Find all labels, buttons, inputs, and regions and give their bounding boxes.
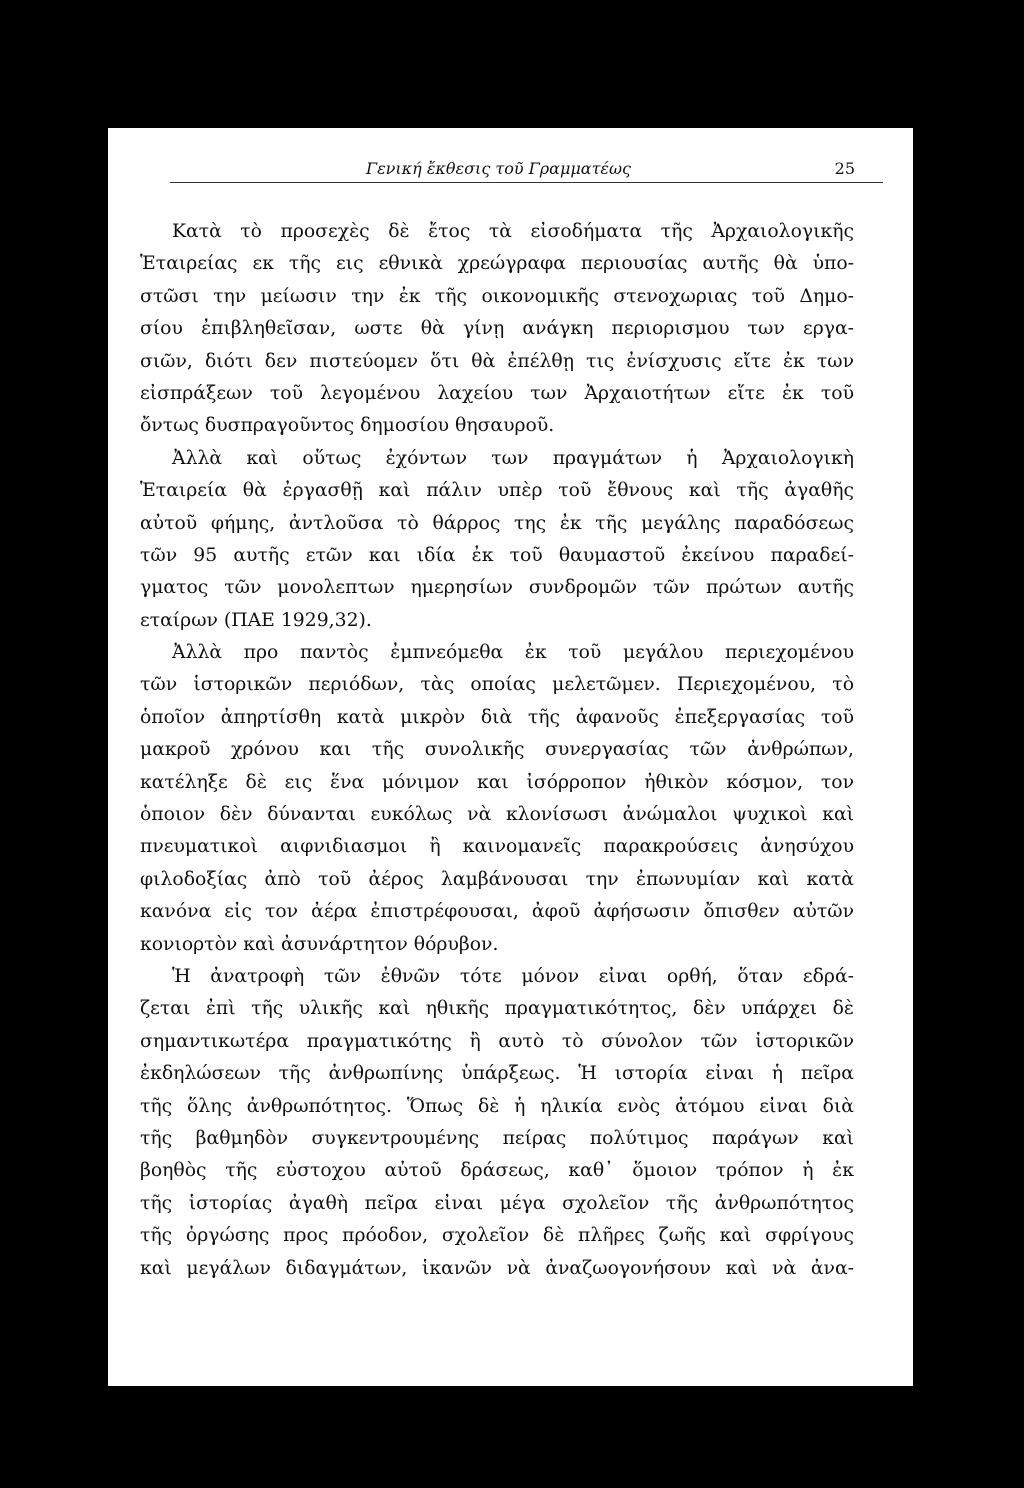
document-page <box>108 128 913 1386</box>
running-head <box>142 159 855 181</box>
text-line: φιλοδοξίας ἀπὸ τοῦ ἀέρος λαμβάνουσαι την ἐπωνυμίαν καὶ κατὰ <box>140 868 854 890</box>
text-line: βοηθὸς τῆς εὐστοχου αὐτοῦ δράσεως, καθ᾽ ὅμοιον τρόπον ἡ ἐκ <box>140 1160 854 1182</box>
text-line: εταίρων (ΠΑΕ 1929,32). <box>140 609 372 631</box>
body-text <box>140 216 854 1285</box>
text-line: κατέληξε δὲ εις ἕνα μόνιμον και ἰσόρροπον ἠθικὸν κόσμον, τον <box>140 771 854 793</box>
text-line: Ἀλλὰ προ παντὸς ἐμπνεόμεθα ἐκ τοῦ μεγάλου περιεχομένου <box>172 642 854 664</box>
text-line: κονιορτὸν καὶ ἀσυνάρτητον θόρυβον. <box>140 933 499 955</box>
header-rule <box>170 182 883 183</box>
text-line: σιῶν, διότι δεν πιστεύομεν ὅτι θὰ ἐπέλθῃ τις ἐνίσχυσις εἴτε ἐκ των <box>140 350 854 372</box>
page-number: 25 <box>834 159 855 178</box>
text-line: τῆς ἱστορίας ἀγαθὴ πεῖρα εἰναι μέγα σχολεῖον τῆς ἀνθρωπότητος <box>140 1192 854 1214</box>
text-line: στῶσι την μείωσιν την ἐκ τῆς οικονομικῆς στενοχωριας τοῦ Δημο- <box>140 285 854 307</box>
text-line: τῆς ὅλης ἀνθρωπότητος. Ὅπως δὲ ἡ ηλικία ενὸς ἀτόμου εἰναι διὰ <box>140 1095 854 1117</box>
text-line: κανόνα εἰς τον ἀέρα ἐπιστρέφουσαι, ἀφοῦ ἀφήσωσιν ὄπισθεν αὐτῶν <box>140 901 854 923</box>
text-line: ὁποιον δὲν δύνανται ευκόλως νὰ κλονίσωσι ἀνώμαλοι ψυχικοὶ καὶ <box>140 804 854 826</box>
text-line: γματος τῶν μονολεπτων ημερησίων συνδρομῶν τῶν πρώτων αυτῆς <box>140 577 854 599</box>
text-line: σίου ἐπιβληθεῖσαν, ωστε θὰ γίνῃ ανάγκη περιορισμου των εργα- <box>140 318 854 340</box>
text-line: Ἀλλὰ καὶ οὕτως ἐχόντων των πραγμάτων ἡ Ἀρχαιολογικὴ <box>172 447 854 469</box>
text-line: σημαντικωτέρα πραγματικότης ἢ αυτὸ τὸ σύνολον τῶν ἱστορικῶν <box>140 1030 854 1052</box>
text-line: εἰσπράξεων τοῦ λεγομένου λαχείου των Ἀρχαιοτήτων εἴτε ἐκ τοῦ <box>140 382 854 404</box>
text-line: ὁποῖον ἀπηρτίσθη κατὰ μικρὸν διὰ τῆς ἀφανοῦς ἐπεξεργασίας τοῦ <box>140 706 854 728</box>
text-line: Ἡ ἀνατροφὴ τῶν ἐθνῶν τότε μόνον εἰναι ορθή, ὅταν εδρά- <box>172 965 854 987</box>
text-line: πνευματικοὶ αιφνιδιασμοι ἢ καινομανεῖς παρακρούσεις ἀνησύχου <box>140 836 854 858</box>
text-line: καὶ μεγάλων διδαγμάτων, ἱκανῶν νὰ ἀναζωογονήσουν καὶ νὰ ἀνα- <box>140 1257 854 1279</box>
text-line: τῆς ὀργώσης προς πρόοδον, σχολεῖον δὲ πλῆρες ζωῆς καὶ σφρίγους <box>140 1225 854 1247</box>
text-line: τῶν 95 αυτῆς ετῶν και ιδία ἐκ τοῦ θαυμαστοῦ ἐκείνου παραδεί- <box>140 544 854 566</box>
text-line: Ἑταιρείας εκ τῆς εις εθνικὰ χρεώγραφα περιουσίας αυτῆς θὰ ὑπο- <box>140 253 854 275</box>
text-line: Κατὰ τὸ προσεχὲς δὲ ἔτος τὰ εἰσοδήματα τῆς Ἀρχαιολογικῆς <box>172 221 854 242</box>
text-line: τῶν ἱστορικῶν περιόδων, τὰς οποίας μελετῶμεν. Περιεχομένου, τὸ <box>140 674 854 696</box>
text-line: Ἑταιρεία θὰ ἐργασθῇ καὶ πάλιν υπὲρ τοῦ ἔθνους καὶ τῆς ἀγαθῆς <box>140 480 854 502</box>
text-line: ἐκδηλώσεων τῆς ἀνθρωπίνης ὑπάρξεως. Ἡ ιστορία εἰναι ἡ πεῖρα <box>140 1063 854 1085</box>
text-line: τῆς βαθμηδὸν συγκεντρουμένης πείρας πολύτιμος παράγων καὶ <box>140 1127 854 1149</box>
text-line: ζεται ἐπὶ τῆς υλικῆς καὶ ηθικῆς πραγματικότητος, δὲν υπάρχει δὲ <box>140 998 854 1020</box>
text-line: ὄντως δυσπραγοῦντος δημοσίου θησαυροῦ. <box>140 415 555 437</box>
running-title: Γενική ἔκθεσις τοῦ Γραμματέως <box>365 159 632 178</box>
text-line: μακροῦ χρόνου και τῆς συνολικῆς συνεργασίας τῶν ἀνθρώπων, <box>140 739 854 761</box>
text-line: αὐτοῦ φήμης, ἀντλοῦσα τὸ θάρρος της ἐκ τῆς μεγάλης παραδόσεως <box>140 512 854 534</box>
